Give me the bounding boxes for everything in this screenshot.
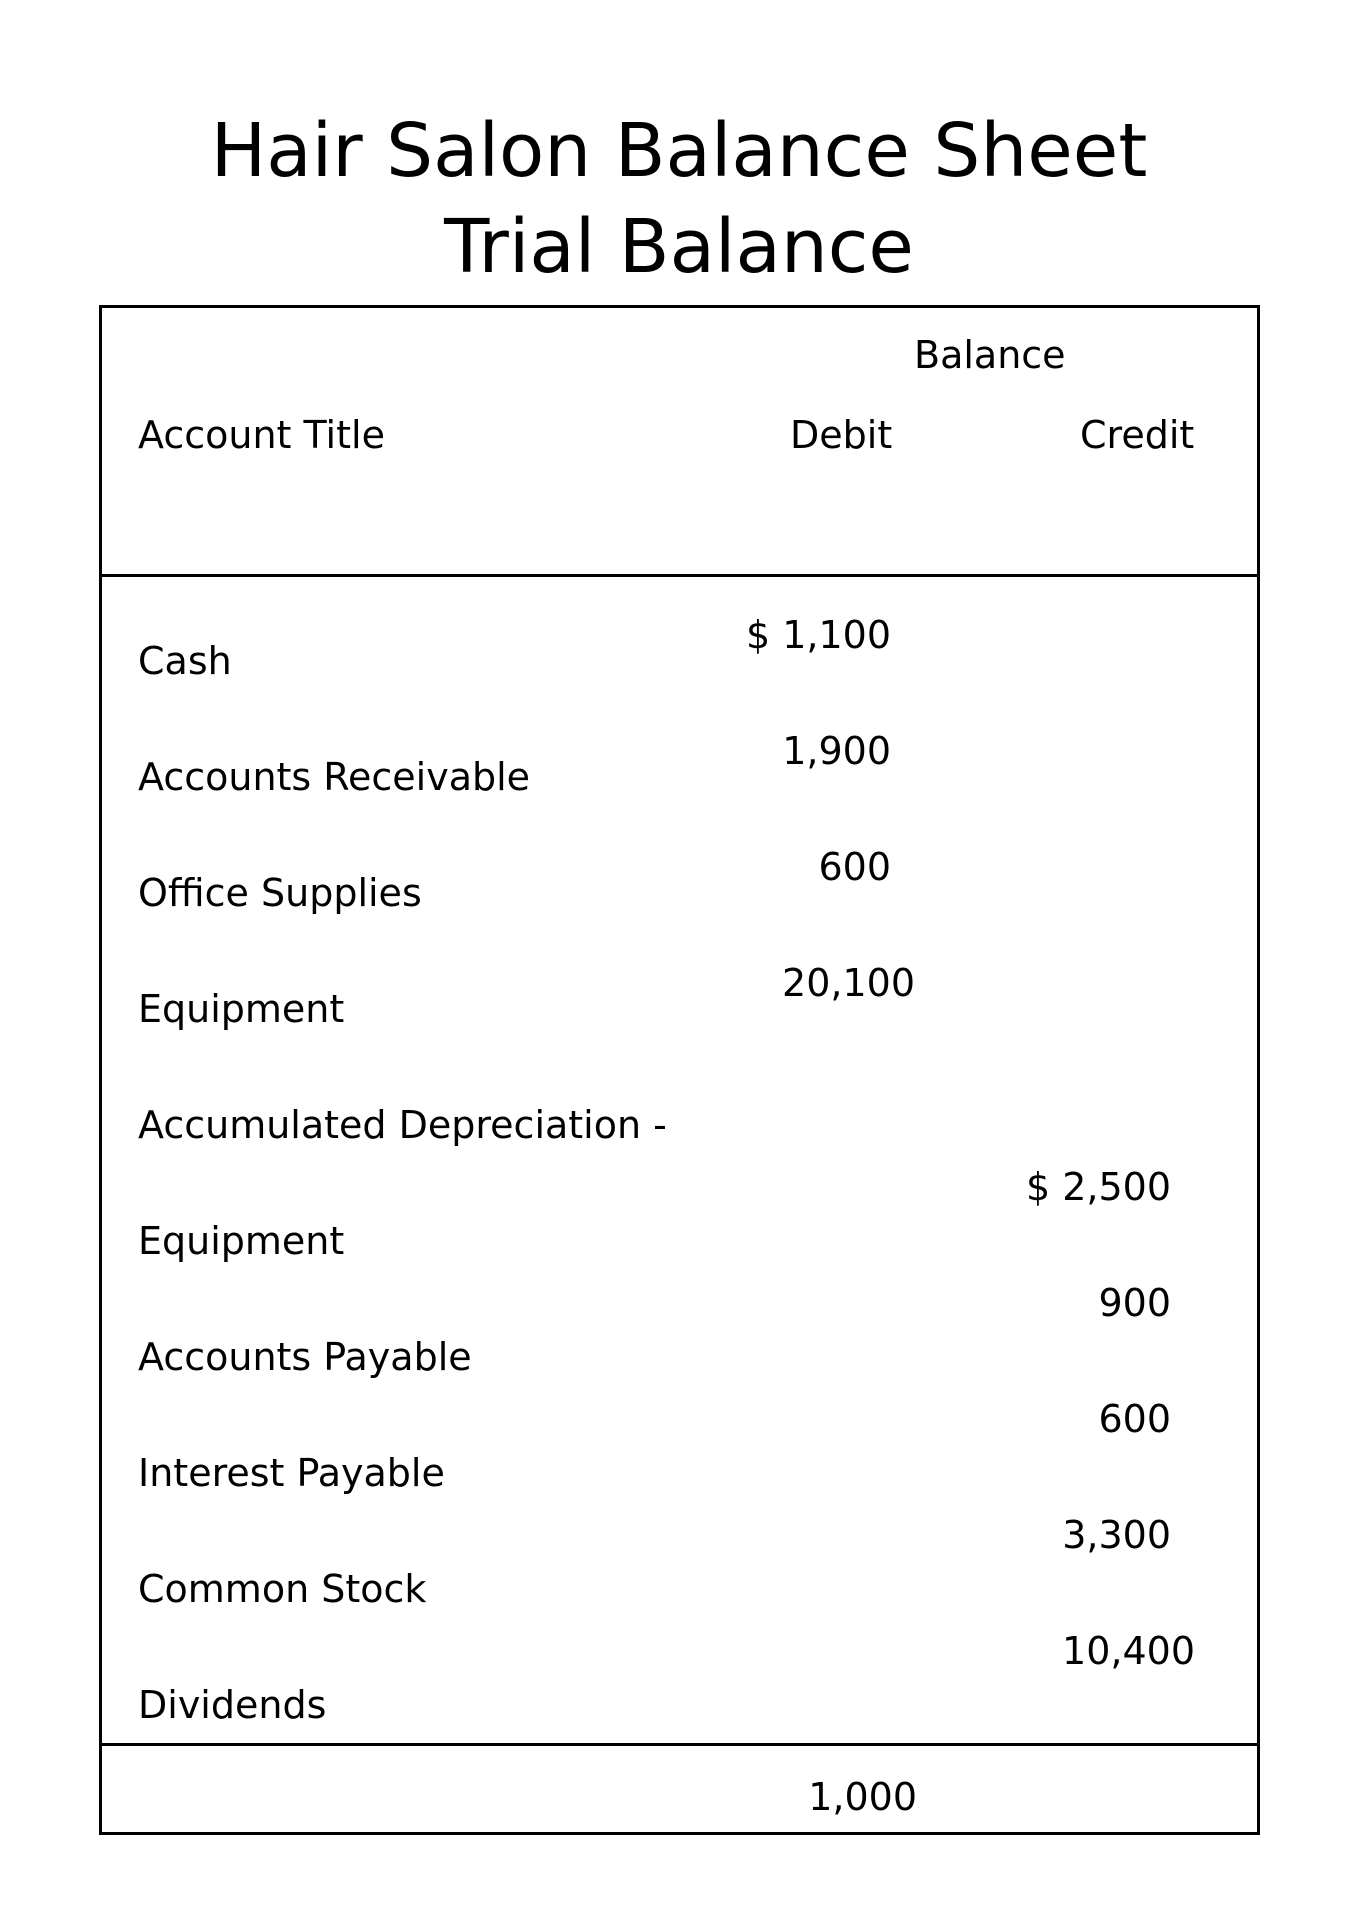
header-divider: [102, 574, 1257, 577]
credit-value: 10,400: [1062, 1629, 1195, 1673]
credit-value: 900: [1098, 1281, 1171, 1325]
account-label: Dividends: [138, 1683, 327, 1727]
credit-value: 600: [1098, 1397, 1171, 1441]
debit-value: $ 1,100: [745, 613, 891, 657]
footer-divider: [102, 1743, 1257, 1746]
account-label: Cash: [138, 639, 232, 683]
trial-balance-table: [99, 305, 1260, 1835]
account-label: Equipment: [138, 1219, 345, 1263]
debit-value: 600: [818, 845, 891, 889]
credit-header: Credit: [1080, 413, 1195, 457]
credit-value: $ 2,500: [1025, 1165, 1171, 1209]
account-title-header: Account Title: [138, 413, 385, 457]
account-label: Common Stock: [138, 1567, 427, 1611]
account-label: Office Supplies: [138, 871, 422, 915]
account-label: Accounts Payable: [138, 1335, 472, 1379]
page-title: Hair Salon Balance Sheet: [210, 108, 1148, 194]
debit-value: 20,100: [782, 961, 915, 1005]
account-label: Equipment: [138, 987, 345, 1031]
debit-value: 1,900: [782, 729, 891, 773]
balance-group-header: Balance: [914, 333, 1066, 377]
credit-value: 3,300: [1062, 1513, 1171, 1557]
account-label: Accumulated Depreciation -: [138, 1103, 667, 1147]
account-label: Accounts Receivable: [138, 755, 531, 799]
debit-header: Debit: [790, 413, 893, 457]
footer-total: 1,000: [808, 1775, 917, 1819]
page-subtitle: Trial Balance: [444, 204, 914, 290]
account-label: Interest Payable: [138, 1451, 445, 1495]
